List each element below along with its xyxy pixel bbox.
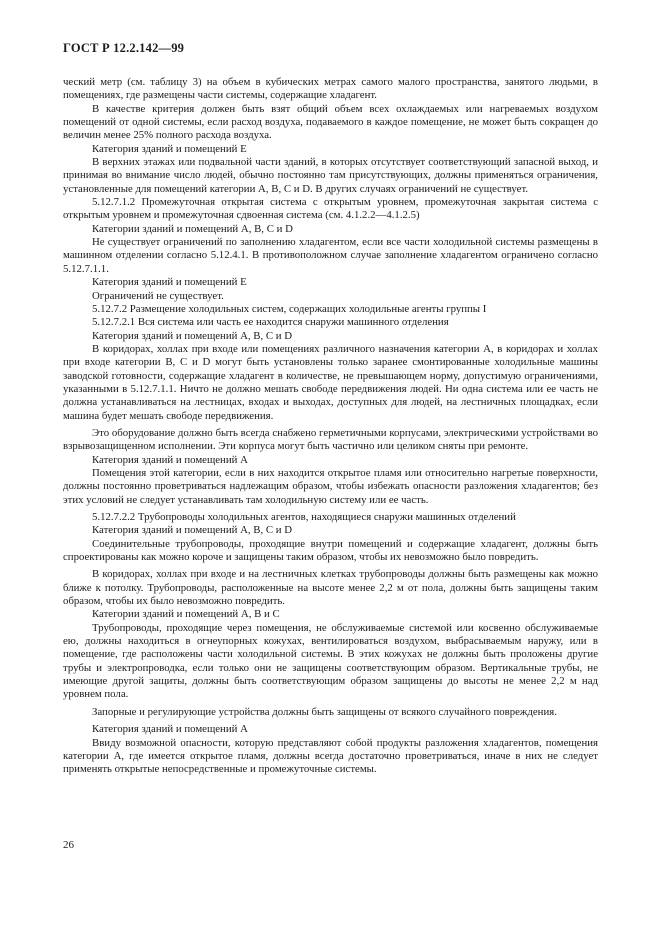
paragraph: Помещения этой категории, если в них находится открытое пламя или относительно нагретые поверхности, должны постоянно проветриваться надлежащим образом, чтобы избежать опасности разложения хладагентов; без этих условий не следует устанавливать там холодильную систему или ее часть. <box>63 466 598 506</box>
section-heading: Категория зданий и помещений А, В, С и D <box>92 524 293 537</box>
page-number: 26 <box>63 839 74 851</box>
paragraph: Ограничений не существует. <box>92 289 224 302</box>
clause: 5.12.7.2.2 Трубопроводы холодильных агентов, находящиеся снаружи машинных отделений <box>92 511 516 523</box>
paragraph: ческий метр (см. таблицу 3) на объем в кубических метрах самого малого пространства, занятого людьми, в помещениях, где размещены части системы, содержащие хладагент. <box>63 76 598 102</box>
section-heading: Категория зданий и помещений Е <box>92 276 247 289</box>
paragraph: В коридорах, холлах при входе или помещениях различного назначения категории А, в коридорах и холлах при входе категории В, С и D могут быть установлены только заранее смонтированные холодильные машины заводской готовности, содержащие хладагент в количестве, не превышающем норму, допустимую ограничениями, указанными в 5.12.7.1.1. Ничто не должно мешать свободе передвижения людей. Ни одна система или ее часть не должна устанавливаться на лестницах, входах и выходах, доступных для людей, на лестничных площадках, если машина будет мешать свободе передвижения. <box>63 342 598 422</box>
paragraph: Соединительные трубопроводы, проходящие внутри помещений и содержащие хладагент, должны быть спроектированы как можно короче и защищены таким образом, чтобы их невозможно было повредить. <box>63 537 598 564</box>
paragraph: Это оборудование должно быть всегда снабжено герметичными корпусами, электрическими устройствами во взрывозащищенном исполнении. Эти корпуса могут быть частично или целиком сняты при ремонте. <box>63 426 598 453</box>
section-heading: Категория зданий и помещений А <box>92 453 248 466</box>
clause: 5.12.7.2 Размещение холодильных систем, содержащих холодильные агенты группы I <box>92 302 487 315</box>
paragraph: Запорные и регулирующие устройства должны быть защищены от всякого случайного повреждения. <box>92 705 557 718</box>
paragraph: Трубопроводы, проходящие через помещения, не обслуживаемые системой или косвенно обслуживаемые ею, должны находиться в огнеупорных кожухах, вентилироваться воздухом, выбрасываемым наружу, или в помещение, где расположены части холодильной системы. В этих кожухах не должны быть проложены другие трубы и электропроводка, если только они не защищены соответствующим образом. Вертикальные трубы, не имеющие другой защиты, должны быть соответствующим образом защищены до высоты не менее 2,2 м над уровнем пола. <box>63 621 598 701</box>
clause: 5.12.7.2.1 Вся система или часть ее находится снаружи машинного отделения <box>92 316 449 329</box>
paragraph: Не существует ограничений по заполнению хладагентом, если все части холодильной системы размещены в машинном отделении согласно 5.12.4.1. В противоположном случае заполнение хладагентом ограничено согласно 5.12.7.1.1. <box>63 236 598 275</box>
paragraph: В коридорах, холлах при входе и на лестничных клетках трубопроводы должны быть размещены как можно ближе к потолку. Трубопроводы, расположенные на высоте менее 2,2 м от пола, должны быть защищены таким образом, чтобы их было невозможно повредить. <box>63 568 598 608</box>
paragraph: В верхних этажах или подвальной части зданий, в которых отсутствует соответствующий запасной выход, и принимая во внимание число людей, обычно постоянно там присутствующих, должны применяться ограничения, установленные для помещений категории А, В, С и D. В других случаях ограничений не существует. <box>63 156 598 195</box>
paragraph: В качестве критерия должен быть взят общий объем всех охлаждаемых или нагреваемых воздухом помещений от одной системы, если расход воздуха, подаваемого в каждое помещение, не может быть сокращен до величин менее 25% полного расхода воздуха. <box>63 102 598 142</box>
clause: 5.12.7.1.2 Промежуточная открытая система с открытым уровнем, промежуточная закрытая система с открытым уровнем и промежуточная сдвоенная система (см. 4.1.2.2—4.1.2.5) <box>63 196 598 222</box>
document-body <box>63 76 598 777</box>
page-header: ГОСТ Р 12.2.142—99 <box>63 41 185 55</box>
section-heading: Категории зданий и помещений А, В, С и D <box>92 222 293 235</box>
section-heading: Категория зданий и помещений Е <box>92 142 247 155</box>
section-heading: Категория зданий и помещений А <box>92 723 248 736</box>
section-heading: Категория зданий и помещений А, В, С и D <box>92 329 293 342</box>
section-heading: Категории зданий и помещений А, В и С <box>92 608 280 621</box>
paragraph: Ввиду возможной опасности, которую представляют собой продукты разложения хладагентов, помещения категории А, где имеется открытое пламя, должны всегда достаточно проветриваться, иначе в них не следует применять открытые непосредственные и промежуточные системы. <box>63 736 598 776</box>
